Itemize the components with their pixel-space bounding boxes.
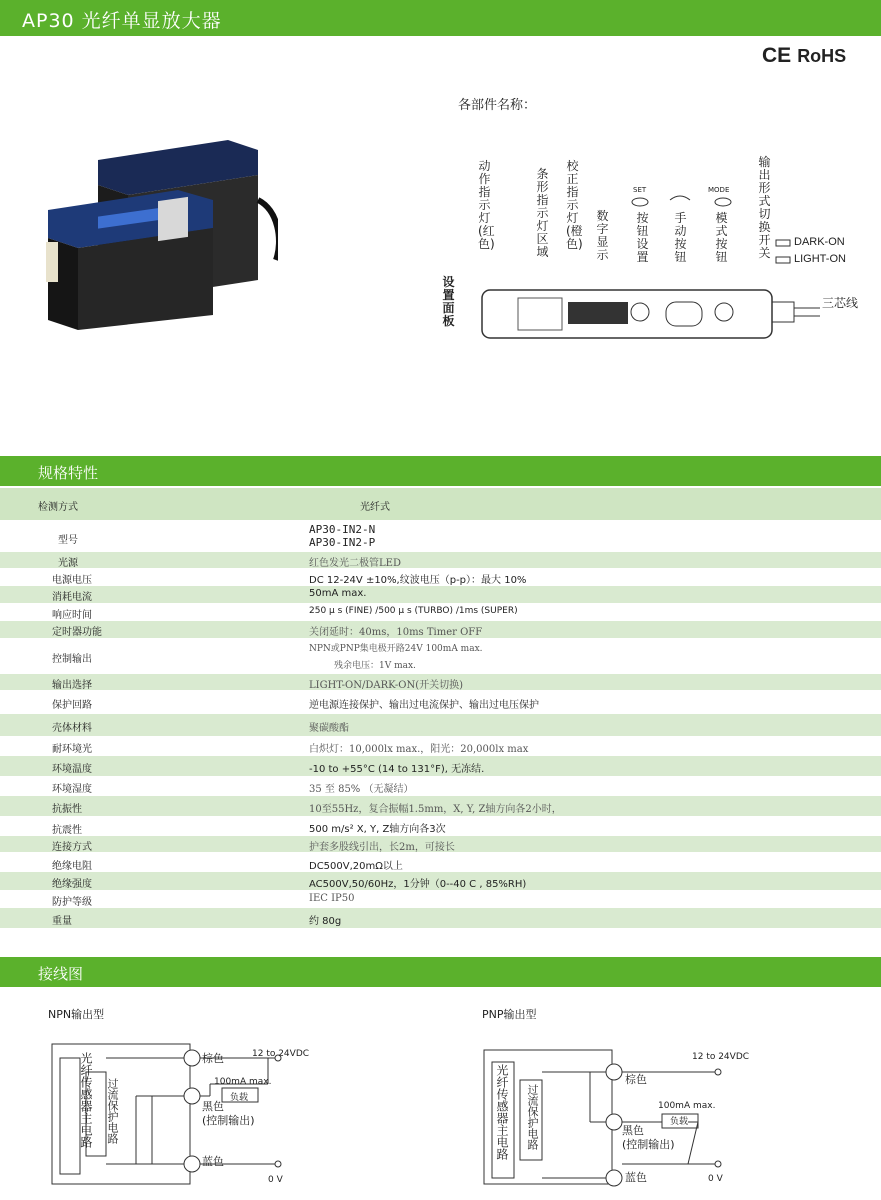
spec-value-2: AP30-IN2-P: [309, 536, 376, 549]
spec-key: 保护回路: [52, 700, 92, 711]
ce-mark: CE: [762, 44, 792, 67]
spec-key: 绝缘强度: [52, 879, 92, 890]
table-row: [0, 520, 881, 552]
npn-zero: 0 V: [268, 1175, 283, 1185]
spec-key: 响应时间: [52, 610, 92, 621]
wiring-section-title: 接线图: [38, 965, 84, 983]
label-calib-indicator: 校正指示灯(橙色): [566, 159, 583, 251]
set-caption: SET: [633, 186, 647, 194]
cert-logos: [762, 44, 846, 68]
label-digit-display: 数字显示: [596, 209, 609, 262]
parts-title: 各部件名称：: [458, 98, 537, 113]
spec-value: 10至55Hz，复合振幅1.5mm，X, Y, Z轴方向各2小时，: [309, 804, 562, 815]
table-row: [0, 586, 881, 603]
pnp-load: 负载: [670, 1117, 689, 1127]
spec-key: 定时器功能: [52, 627, 102, 638]
pnp-supply: 12 to 24VDC: [692, 1052, 750, 1062]
amplifier-unit-front: [46, 190, 213, 330]
product-image: [38, 130, 278, 330]
table-row: [0, 690, 881, 714]
npn-brown-wire: 棕色: [202, 1052, 224, 1065]
spec-value: 白炽灯：10,000lx max.，阳光：20,000lx max: [309, 744, 529, 755]
table-row: [0, 552, 881, 568]
panel-drawing: [440, 150, 881, 350]
table-row: [0, 621, 881, 638]
table-row: [0, 836, 881, 852]
spec-key: 环境温度: [52, 764, 92, 775]
spec-value: IEC IP50: [309, 893, 355, 904]
spec-key: 电源电压: [52, 575, 92, 586]
cable-label: 三芯线: [822, 296, 859, 310]
spec-key: 控制输出: [52, 654, 92, 665]
pnp-current: 100mA max.: [658, 1101, 716, 1111]
panel-body: [482, 290, 820, 338]
spec-value: 关闭延时：40ms，10ms Timer OFF: [309, 627, 483, 638]
spec-key: 防护等级: [52, 897, 92, 908]
table-row: [0, 776, 881, 796]
label-mode-button: 模式按钮: [715, 211, 728, 264]
rohs-mark: RoHS: [797, 46, 847, 66]
pnp-black-wire: 黑色: [622, 1124, 644, 1137]
spec-value: 约 80g: [309, 916, 342, 927]
spec-value: 护套多股线引出，长2m，可接长: [309, 842, 455, 853]
spec-key: 重量: [52, 916, 72, 927]
npn-blue-wire: 蓝色: [202, 1155, 224, 1168]
table-row: [0, 736, 881, 756]
parts-diagram: [440, 150, 881, 350]
spec-key: 抗震性: [52, 825, 82, 836]
spec-value: 500 m/s² X, Y, Z轴方向各3次: [309, 824, 446, 835]
npn-load: 负载: [230, 1093, 249, 1103]
dark-on-label: DARK-ON: [794, 236, 845, 248]
pnp-brown-wire: 棕色: [625, 1073, 647, 1086]
spec-key: 连接方式: [52, 842, 92, 853]
table-row: [0, 796, 881, 816]
label-manual-button: 手动按钮: [674, 211, 687, 264]
light-on-label: LIGHT-ON: [794, 253, 846, 265]
npn-black-control: (控制输出): [202, 1114, 255, 1127]
pnp-main-circuit: 光纤传感器主电路: [495, 1064, 509, 1160]
table-row: [0, 488, 881, 520]
spec-value: 聚碳酸酯: [309, 723, 349, 734]
spec-value: LIGHT-ON/DARK-ON(开关切换): [309, 680, 464, 691]
title-bar: [0, 0, 881, 36]
pnp-protect-circuit: 过流保护电路: [526, 1084, 539, 1150]
table-row: [0, 816, 881, 836]
spec-key: 耐环境光: [52, 744, 92, 755]
spec-value: AC500V,50/60Hz，1分钟（0--40 C , 85%RH): [309, 879, 527, 890]
npn-black-wire: 黑色: [202, 1100, 224, 1113]
spec-key: 光源: [58, 558, 78, 569]
table-row: [0, 872, 881, 890]
label-set-button: 按钮设置: [636, 211, 649, 264]
pnp-black-control: (控制输出): [622, 1138, 675, 1151]
spec-key: 壳体材料: [52, 723, 92, 734]
page-title: AP30 光纤单显放大器: [22, 10, 222, 32]
spec-value: NPN或PNP集电极开路24V 100mA max.: [309, 644, 483, 654]
spec-value: 逆电源连接保护、输出过电流保护、输出过电压保护: [309, 700, 539, 711]
specs-section-bar: [0, 456, 881, 486]
pnp-title: PNP输出型: [482, 1008, 537, 1021]
npn-protect-circuit: 过流保护电路: [106, 1078, 119, 1144]
npn-supply: 12 to 24VDC: [252, 1049, 310, 1059]
table-row: [0, 756, 881, 776]
spec-key: 输出选择: [52, 680, 92, 691]
spec-key: 绝缘电阻: [52, 861, 92, 872]
spec-key: 环境湿度: [52, 784, 92, 795]
spec-value: 50mA max.: [309, 588, 367, 599]
spec-value: DC500V,20mΩ以上: [309, 861, 403, 872]
wiring-section-bar: [0, 957, 881, 987]
pnp-blue-wire: 蓝色: [625, 1171, 647, 1184]
spec-key: 检测方式: [38, 502, 78, 513]
npn-title: NPN输出型: [48, 1008, 105, 1021]
spec-value: -10 to +55°C (14 to 131°F), 无冻结.: [309, 764, 485, 775]
table-row: [0, 603, 881, 621]
npn-current: 100mA max.: [214, 1077, 272, 1087]
table-row: [0, 890, 881, 908]
pnp-zero: 0 V: [708, 1174, 723, 1184]
table-row: [0, 568, 881, 586]
spec-value: 红色发光二极管LED: [309, 558, 401, 569]
label-action-indicator: 动作指示灯(红色): [478, 159, 495, 251]
spec-value: 35 至 85% （无凝结）: [309, 784, 414, 795]
npn-wiring-diagram: [50, 1040, 350, 1190]
spec-value: AP30-IN2-N: [309, 523, 376, 536]
table-row: [0, 638, 881, 674]
spec-value: DC 12-24V ±10%,纹波电压（p-p）：最大 10%: [309, 575, 527, 586]
spec-key: 抗振性: [52, 804, 82, 815]
table-row: [0, 852, 881, 872]
panel-label: 设置面板: [442, 275, 455, 328]
spec-key: 型号: [58, 535, 78, 546]
table-row: [0, 908, 881, 928]
label-bar-indicator: 条形指示灯区域: [536, 167, 549, 259]
table-row: [0, 714, 881, 736]
spec-key: 消耗电流: [52, 592, 92, 603]
mode-caption: MODE: [708, 186, 730, 194]
specs-section-title: 规格特性: [38, 464, 99, 482]
npn-main-circuit: 光纤传感器主电路: [79, 1052, 93, 1148]
spec-value: 光纤式: [360, 502, 390, 513]
spec-value: 250 μ s (FINE) /500 μ s (TURBO) /1ms (SUPER): [309, 606, 518, 616]
table-row: [0, 674, 881, 690]
label-output-switch: 输出形式切换开关: [758, 155, 771, 260]
spec-value-2: 残余电压：1V max.: [334, 661, 416, 671]
